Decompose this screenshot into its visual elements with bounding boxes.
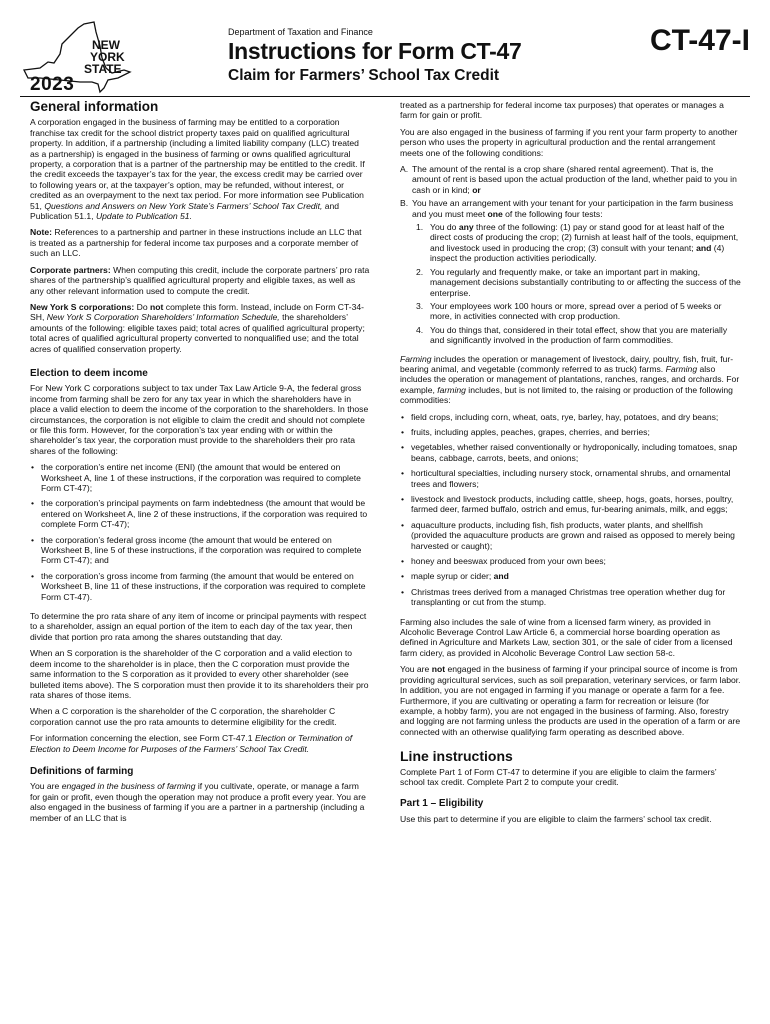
test-text: three of the following: (1) pay or stand good for at least half of the direct costs of producing the crop; (2) furnish at least half of the tools, equipment, and livestock used in producing the crop; (3) consult with your tenant; (430, 222, 739, 253)
list-item: • aquaculture products, including fish, fish products, water plants, and shellfish (provided the aquaculture products are grown and raised as opposed to merely being harvested or caught); (400, 520, 741, 551)
ny-text-1: Do (134, 301, 151, 312)
part-1-heading: Part 1 – Eligibility (400, 798, 484, 810)
test-number: 3. (416, 300, 424, 311)
test-item (400, 301, 741, 322)
test-number: 4. (416, 324, 424, 335)
ny-text-2: complete this form. Instead, include on Form CT-34-SH, (30, 301, 365, 323)
list-item: • the corporation’s entire net income (ENI) (the amount that would be entered on Worksheet A, line 1 of these instructions, if the corporation was required to complete Form CT-47); (30, 462, 370, 493)
condition-b (400, 198, 741, 219)
condition-b-text-2: of the following four tests: (502, 208, 603, 219)
election-paragraph-5 (30, 733, 370, 754)
test-item (400, 325, 741, 346)
note-label: Note: (30, 227, 52, 238)
list-item: • the corporation’s federal gross income (the amount that would be entered on Worksheet B, line 5 of these instructions, if the corporation was required to complete Form CT-47); and (30, 535, 370, 566)
list-item: • field crops, including corn, wheat, oats, rye, barley, hay, potatoes, and dry beans; (400, 412, 741, 422)
condition-b-text-1: You have an arrangement with your tenant for your participation in the farm business and you must meet (412, 198, 734, 219)
note-text: References to a partnership and partner in these instructions include an LLC that is treated as a partnership for federal income tax purposes and a corporate member of such an LLC. (30, 227, 362, 259)
list-item: • Christmas trees derived from a managed Christmas tree operation whether dug for transplanting or cut from the stump. (400, 587, 741, 608)
line-instructions-paragraph: Complete Part 1 of Form CT-47 to determine if you are eligible to claim the farmers’ school tax credit. Complete Part 2 to compute your credit. (400, 766, 717, 787)
election-paragraph-1: For New York C corporations subject to tax under Tax Law Article 9-A, the federal gross income from farming shall be zero for any tax year in which the shareholders have in place a valid election to deem the income of the corporation to the shareholders. In those circumstances, the corporation is not eligible to claim the credit and should not complete or file this form. However, for the corporation’s tax year ending with or within the shareholder’s tax year, the corporation must provide to the shareholders their pro rata shares of the following: (30, 383, 369, 456)
test-text: (4) inspect the production activities periodically. (430, 242, 725, 264)
ny-text-3: the shareholders’ amounts of the following: eligible taxes paid; total acres of qualified agricultural property; total acres of qualified agricultural property converted to nonqualified use; and the total acres of qualified conservation property. (30, 312, 365, 354)
farming-term: Farming (400, 353, 432, 364)
test-item (400, 267, 741, 298)
commodities-list (400, 412, 741, 608)
line-instructions-heading: Line instructions (400, 748, 513, 765)
farming-paragraph (400, 354, 741, 406)
general-text-mid: and Publication 51.1, (30, 200, 340, 222)
test-number: 2. (416, 266, 424, 277)
election-paragraph-2: To determine the pro rata share of any item of income or principal payments with respect to a shareholder, assign an equal portion of the item to each day of the tax year, then divide that portion pro rata among the shares outstanding that day. (30, 611, 367, 642)
list-item: • horticultural specialties, including nursery stock, ornamental shrubs, and ornamental trees and flowers; (400, 468, 741, 489)
list-item: • honey and beeswax produced from your own bees; (400, 556, 741, 566)
ct-34-sh-title: New York S Corporation Shareholders’ Information Schedule, (46, 312, 280, 323)
condition-letter: A. (400, 164, 409, 175)
farming-term: Farming (665, 363, 698, 374)
rental-paragraph: You are also engaged in the business of farming if you rent your farm property to another person who uses the property in agricultural production and the rental arrangement meets one of the following conditions: (400, 126, 738, 158)
condition-or: or (472, 184, 481, 195)
test-text: You do (430, 222, 459, 233)
corporate-partners-text: When computing this credit, include the corporate partners’ pro rata shares of the partnership’s qualified agricultural property and eligible taxes, as well as any other relevant information used to compute the credit. (30, 264, 370, 296)
test-text: You do things that, considered in their total effect, show that you are materially and significantly involved in the production of farm commodities. (430, 324, 728, 346)
election-paragraph-4: When a C corporation is the shareholder of the C corporation, the shareholder C corporation cannot use the pro rata amounts to determine eligibility for the credit. (30, 706, 337, 727)
list-item-and: and (493, 571, 509, 582)
test-emphasis: any (458, 222, 474, 233)
test-text: Your employees work 100 hours or more, spread over a period of 5 weeks or more, in activities connected with crop production. (430, 300, 722, 322)
part-1-paragraph: Use this part to determine if you are eligible to claim the farmers’ school tax credit. (400, 813, 712, 824)
list-item: • vegetables, whether raised conventionally or hydroponically, including tomatoes, snap beans, cabbage, carrots, beets, and onions; (400, 442, 741, 463)
general-text: A corporation engaged in the business of farming may be entitled to a corporation franchise tax credit for the school district property taxes paid on qualified agricultural property. In addition, if a partnership (including a limited liability company (LLC) treated as a partnership) is engaged in the business of farming or owns qualified agricultural property, a corporation that is a partner of the partnership may be entitled to the credit. If the credit exceeds the taxpayer’s tax for the year, the excess credit may be carried over to following years or, at the taxpayer’s option, may be refunded, without interest, or credited as an overpayment to the next tax period. For more information see Publication 51, (30, 117, 365, 211)
definitions-heading: Definitions of farming (30, 765, 134, 777)
test-emphasis: and (696, 242, 712, 253)
general-paragraph (30, 117, 370, 221)
test-number: 1. (416, 222, 424, 233)
svg-text:NEW: NEW (92, 38, 120, 52)
list-item: • livestock and livestock products, including cattle, sheep, hogs, goats, horses, poultry, farmed deer, farmed buffalo, ostrich and emus, fur-bearing animals, milk, and eggs; (400, 494, 741, 515)
publication-51-title: Questions and Answers on New York State’s Farmers’ School Tax Credit, (44, 200, 323, 211)
svg-text:STATE: STATE (84, 62, 122, 76)
election-heading: Election to deem income (30, 367, 148, 379)
department-name: Department of Taxation and Finance (228, 27, 373, 37)
list-item: • fruits, including apples, peaches, grapes, cherries, and berries; (400, 427, 741, 437)
not-farming-text-b: engaged in the business of farming if your principal source of income is from providing agricultural services, such as soil preparation, veterinary services, or farm labor. In addition, you are not engaged in farming if you manage or operate a farm for a fee. Furthermore, if you are cultivating or operating a farm for recreation or leisure (for example, a hobby farm), you are not engaged in the business of farming. Also, forestry and logging are not farming unless the products are used in the operation of a farm or are connected with an otherwise qualifying farm operating as described above. (400, 664, 741, 737)
test-item (400, 222, 741, 264)
condition-a-text: The amount of the rental is a crop share (shared rental agreement). That is, the amount of rent is based upon the actual production of the land, whether paid to you in cash or in kind; (412, 164, 737, 195)
wine-paragraph: Farming also includes the sale of wine from a licensed farm winery, as provided in Alcoholic Beverage Control Law Article 6, a commercial horse boarding operation as defined in Agriculture and Markets Law, section 301, or the sale of cider from a licensed farm cidery, as provided in Alcoholic Beverage Control Law section 58-c. (400, 616, 733, 658)
election-p5-text: For information concerning the election, see Form CT-47.1 (30, 733, 255, 744)
ct-47-1-title: Election or Termination of Election to Deem Income for Purposes of the Farmers’ School Tax Credit. (30, 733, 353, 754)
list-item: • the corporation’s gross income from farming (the amount that would be entered on Worksheet B, line 11 of these instructions, if the corporation was required to complete Form CT-47). (30, 571, 370, 602)
condition-a (400, 164, 741, 195)
page-title: Instructions for Form CT-47 (228, 38, 522, 64)
left-column (30, 100, 370, 829)
not-farming-paragraph (400, 664, 741, 737)
page-subtitle: Claim for Farmers’ School Tax Credit (228, 67, 500, 84)
continued-paragraph: treated as a partnership for federal income tax purposes) that operates or manages a farm for gain or profit. (400, 100, 724, 121)
election-bullet-list (30, 462, 370, 602)
form-number: CT-47-I (649, 24, 750, 57)
not-farming-text-a: You are (400, 664, 432, 675)
condition-letter: B. (400, 198, 409, 209)
corporate-partners-paragraph (30, 265, 370, 296)
ny-not-emphasis: not (150, 301, 164, 312)
right-column (400, 100, 741, 830)
definitions-paragraph (30, 781, 370, 823)
corporate-partners-label: Corporate partners: (30, 264, 111, 275)
defs-text-b: if you cultivate, operate, or manage a farm for gain or profit, even though the operation may not produce a profit every year. You are also engaged in the business of farming if you are a partner in a partnership (including a member of an LLC that is (30, 781, 366, 823)
list-item (400, 571, 741, 581)
header-divider (20, 96, 750, 97)
publication-51-1-title: Update to Publication 51. (95, 211, 192, 222)
list-item: • the corporation’s principal payments on farm indebtedness (the amount that would be entered on Worksheet A, line 2 of these instructions, if the corporation was required to complete Form CT-47); (30, 498, 370, 529)
form-year: 2023 (30, 74, 75, 95)
election-paragraph-3: When an S corporation is the shareholder of the C corporation and a valid election to deem income to the shareholder is in place, then the C corporation must provide the same information to the S corporation as it provided to every other shareholder (see bulleted items above). The S corporation must then provide it to its shareholders their pro rata shares of those items. (30, 648, 369, 700)
farming-term: farming (437, 384, 466, 395)
general-information-heading: General information (30, 99, 159, 114)
ny-s-corporations-paragraph (30, 302, 370, 354)
farming-text-c: includes, but is not limited to, the raising or production of the following commodities: (400, 384, 733, 406)
ny-s-corporations-label: New York S corporations: (30, 301, 135, 312)
farming-text-b: also includes the operation or management of plantations, ranches, ranges, and orchards. For example, (400, 363, 740, 395)
test-text: You regularly and frequently make, or take an important part in making, management decisions substantially contributing to or affecting the success of the enterprise. (430, 266, 741, 298)
defs-text-a: You are (30, 781, 62, 792)
farming-text-a: includes the operation or management of livestock, dairy, poultry, fish, fruit, fur-bearing animal, and vegetable (commonly referred to as truck) farms. (400, 353, 734, 374)
not-emphasis: not (431, 664, 446, 675)
condition-b-one: one (487, 208, 503, 219)
svg-text:YORK: YORK (90, 50, 125, 64)
list-item-text: maple syrup or cider; (411, 571, 494, 582)
note-paragraph (30, 227, 370, 258)
defs-italic-term: engaged in the business of farming (61, 781, 196, 792)
